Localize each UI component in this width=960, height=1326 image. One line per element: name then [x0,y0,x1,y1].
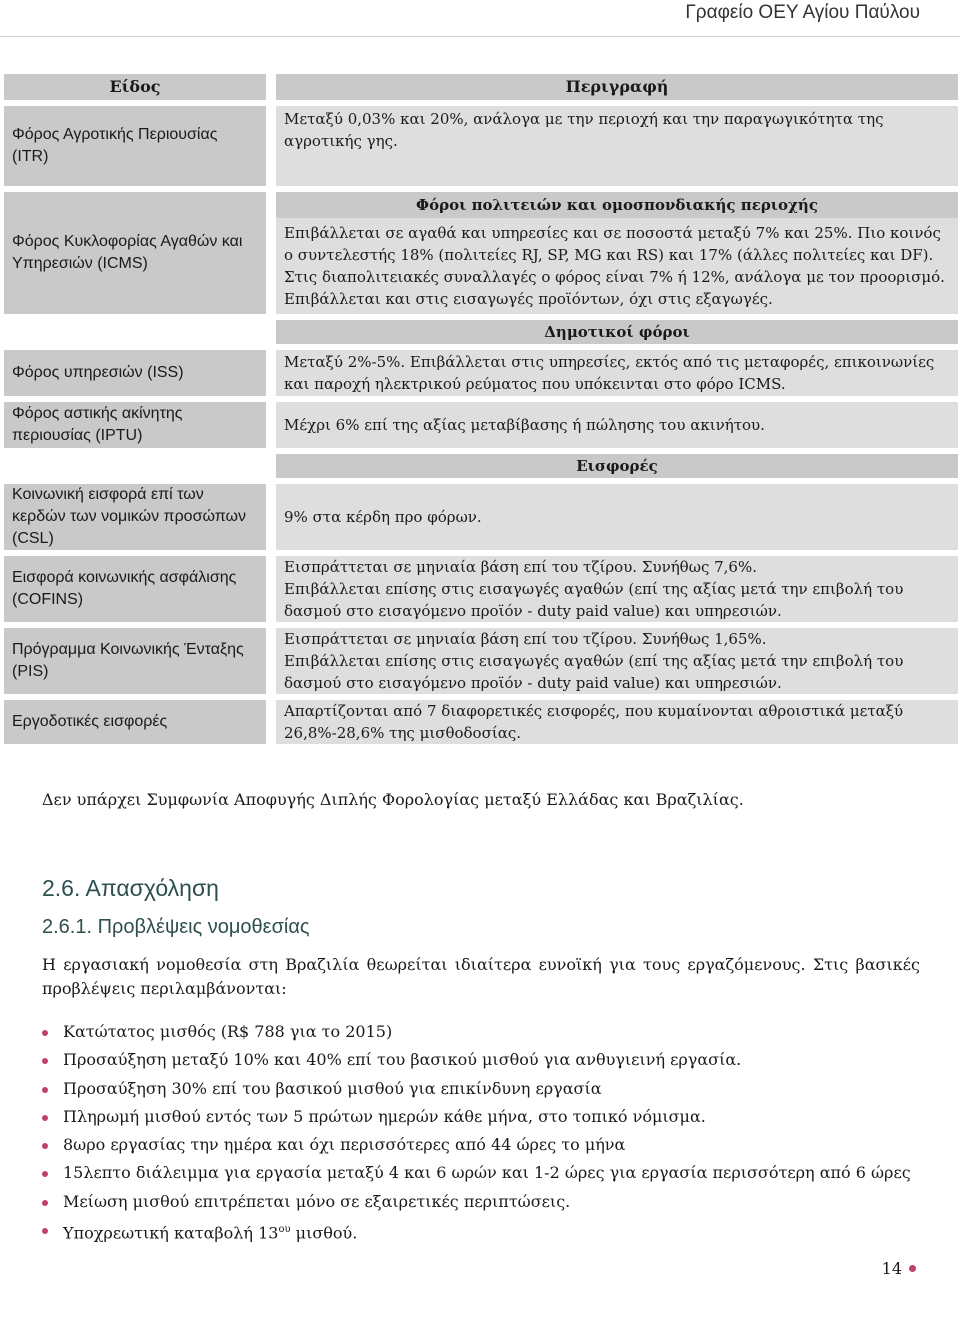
table-row-csl [4,484,958,550]
tax-desc-itr: Μεταξύ 0,03% και 20%, ανάλογα με την περιοχή και την παραγωγικότητα της αγροτικής γης. [276,106,958,186]
section-heading-contributions: Εισφορές [276,454,958,478]
icms-desc-1: Επιβάλλεται σε αγαθά και υπηρεσίες και σε ποσοστά μεταξύ 7% και 25%. Πιο κοινός ο συντελεστής 18% (πολιτείες RJ, SP, MG και RS) και 17% (άλλες πολιτείες και DF). [284,224,941,264]
tax-type-csl: Κοινωνική εισφορά επί των κερδών των νομικών προσώπων (CSL) [4,484,266,550]
table-row-cofins [4,556,958,622]
list-item: 15λεπτο διάλειμμα για εργασία μεταξύ 4 και 6 ωρών και 1-2 ώρες για εργασία περισσότερη από 6 ώρες [42,1161,922,1189]
table-row-icms [4,192,958,314]
table-row-itr [4,106,958,186]
col-header-description: Περιγραφή [276,74,958,100]
list-item: Μείωση μισθού επιτρέπεται μόνο σε εξαιρετικές περιπτώσεις. [42,1190,922,1218]
table-row-pis [4,628,958,694]
tax-type-itr: Φόρος Αγροτικής Περιουσίας (ITR) [4,106,266,186]
tax-type-iptu: Φόρος αστικής ακίνητης περιουσίας (IPTU) [4,402,266,448]
bullet-icon [42,1228,48,1234]
tax-desc-cofins [276,556,958,622]
intro-paragraph: Η εργασιακή νομοθεσία στη Βραζιλία θεωρείται ιδιαίτερα ευνοϊκή για τους εργαζόμενους. Στις βασικές προβλέψεις περιλαμβάνονται: [42,955,920,998]
bullet-icon [42,1115,48,1121]
header-rule [0,36,960,37]
table-row-iptu [4,402,958,448]
icms-desc-3: Επιβάλλεται και στις εισαγωγές προϊόντων, όχι στις εξαγωγές. [284,290,773,308]
pis-desc-1: Εισπράττεται σε μηνιαία βάση επί του τζίρου. Συνήθως 1,65%. [284,630,767,648]
tax-desc-employer: Απαρτίζονται από 7 διαφορετικές εισφορές, που κυμαίνονται αθροιστικά μεταξύ 26,8%-28,6% της μισθοδοσίας. [276,700,958,744]
tax-type-pis: Πρόγραμμα Κοινωνικής Ένταξης (PIS) [4,628,266,694]
list-item: 8ωρο εργασίας την ημέρα και όχι περισσότερες από 44 ώρες το μήνα [42,1133,922,1161]
tax-type-cofins: Εισφορά κοινωνικής ασφάλισης (COFINS) [4,556,266,622]
section-heading-municipal: Δημοτικοί φόροι [276,320,958,344]
page-dot-icon [909,1265,916,1272]
table-row-iss [4,350,958,396]
cofins-desc-2: Επιβάλλεται επίσης στις εισαγωγές αγαθών (επί της αξίας μετά την επιβολή του δασμού στο εισαγόμενο προϊόν - duty paid value) και υπηρεσιών. [284,580,904,620]
table-header-row [4,74,958,100]
tax-desc-icms [276,222,958,314]
col-header-type: Είδος [4,74,266,100]
cofins-desc-1: Εισπράττεται σε μηνιαία βάση επί του τζίρου. Συνήθως 7,6%. [284,558,757,576]
provisions-list [42,1020,922,1246]
tax-desc-iss: Μεταξύ 2%-5%. Επιβάλλεται στις υπηρεσίες, εκτός από τις μεταφορές, επικοινωνίες και παροχή ηλεκτρικού ρεύματος που υπόκεινται στο φόρο ICMS. [276,350,958,396]
list-item: Υποχρεωτική καταβολή $13^{o\upsilon}$ μισθού. [42,1218,922,1246]
bullet-icon [42,1143,48,1149]
table-row-employer [4,700,958,744]
table-row-contrib-heading [4,454,958,478]
tax-desc-pis [276,628,958,694]
bullet-icon [42,1171,48,1177]
pis-desc-2: Επιβάλλεται επίσης στις εισαγωγές αγαθών (επί της αξίας μετά την επιβολή του δασμού στο εισαγόμενο προϊόν - duty paid value) και υπηρεσιών. [284,652,904,692]
tax-table [4,68,958,750]
subsection-heading: 2.6.1. Προβλέψεις νομοθεσίας [42,916,310,938]
tax-type-employer: Εργοδοτικές εισφορές [4,700,266,744]
dta-note: Δεν υπάρχει Συμφωνία Αποφυγής Διπλής Φορολογίας μεταξύ Ελλάδας και Βραζιλίας. [42,790,744,809]
bullet-icon [42,1030,48,1036]
bullet-icon [42,1200,48,1206]
list-item: Προσαύξηση 30% επί του βασικού μισθού για επικίνδυνη εργασία [42,1077,922,1105]
header-title: Γραφείο ΟΕΥ Αγίου Παύλου [685,2,920,23]
page-number: 14 [881,1259,902,1278]
bullet-icon [42,1087,48,1093]
tax-desc-csl: 9% στα κέρδη προ φόρων. [276,484,958,550]
list-item: Κατώτατος μισθός (R$ 788 για το 2015) [42,1020,922,1048]
bullet-icon [42,1058,48,1064]
list-item: Προσαύξηση μεταξύ 10% και 40% επί του βασικού μισθού για ανθυγιεινή εργασία. [42,1048,922,1076]
tax-type-icms: Φόρος Κυκλοφορίας Αγαθών και Υπηρεσιών (ICMS) [4,192,266,314]
list-item: Πληρωμή μισθού εντός των 5 πρώτων ημερών κάθε μήνα, στο τοπικό νόμισμα. [42,1105,922,1133]
icms-desc-2: Στις διαπολιτειακές συναλλαγές ο φόρος είναι 7% ή 12%, ανάλογα με τον προορισμό. [284,268,945,286]
section-heading-state: Φόροι πολιτειών και ομοσπονδιακής περιοχής [276,192,958,218]
table-row-municipal-heading [4,320,958,344]
tax-desc-iptu: Μέχρι 6% επί της αξίας μεταβίβασης ή πώλησης του ακινήτου. [276,402,958,448]
tax-type-iss: Φόρος υπηρεσιών (ISS) [4,350,266,396]
section-heading: 2.6. Απασχόληση [42,875,219,901]
